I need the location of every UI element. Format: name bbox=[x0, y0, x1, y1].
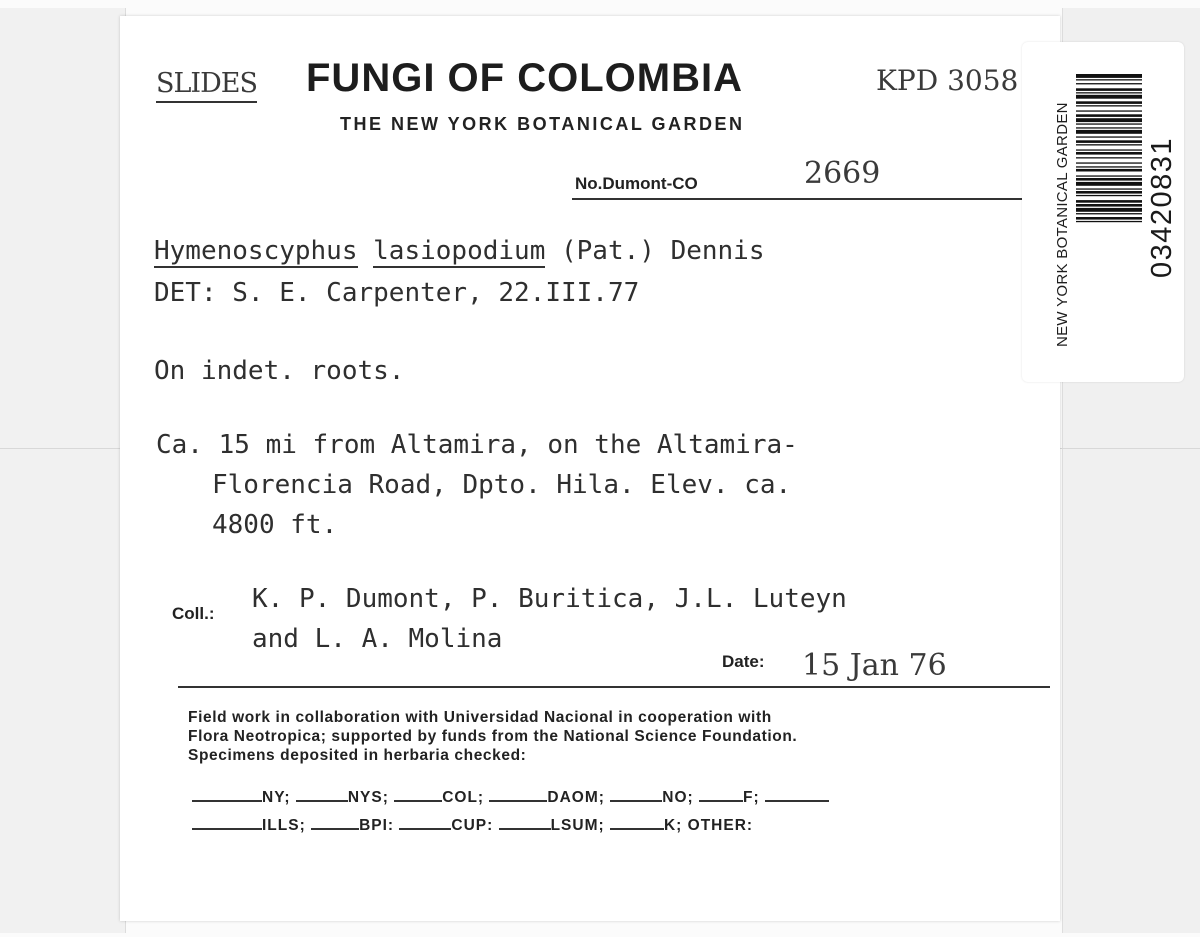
herbarium-f: F; bbox=[743, 789, 760, 806]
footer-line-1: Field work in collaboration with Universidad Nacional in cooperation with bbox=[188, 709, 772, 726]
species-epithet: lasiopodium bbox=[373, 236, 546, 266]
barcode-sticker bbox=[1022, 42, 1184, 382]
packet-left-panel bbox=[0, 8, 126, 933]
locality-line-2: Florencia Road, Dpto. Hila. Elev. ca. bbox=[212, 470, 792, 500]
herbarium-cup: CUP: bbox=[451, 817, 494, 834]
label-title: FUNGI OF COLOMBIA bbox=[306, 56, 743, 100]
date-value: 15 Jan 76 bbox=[802, 648, 947, 683]
herbarium-nys: NYS; bbox=[347, 789, 389, 806]
herbarium-k: K; bbox=[663, 817, 683, 834]
collection-number-value: 2669 bbox=[804, 156, 881, 191]
herbarium-bpi: BPI: bbox=[359, 817, 395, 834]
footer-line-3: Specimens deposited in herbaria checked: bbox=[188, 747, 527, 764]
substrate: On indet. roots. bbox=[154, 356, 405, 386]
herbarium-col: COL; bbox=[442, 789, 485, 806]
footer-line-2: Flora Neotropica; supported by funds from the National Science Foundation. bbox=[188, 728, 798, 745]
date-line bbox=[178, 686, 1050, 688]
barcode-icon bbox=[1076, 74, 1142, 324]
herbarium-ills: ILLS; bbox=[262, 817, 306, 834]
taxon-authority: (Pat.) Dennis bbox=[561, 236, 765, 266]
collection-number-line bbox=[572, 198, 1026, 200]
locality-line-1: Ca. 15 mi from Altamira, on the Altamira- bbox=[156, 430, 798, 460]
herbarium-lsum: LSUM; bbox=[550, 817, 605, 834]
collection-number-label: No.Dumont-CO bbox=[575, 174, 698, 193]
herbarium-no: NO; bbox=[662, 789, 694, 806]
institution-name: THE NEW YORK BOTANICAL GARDEN bbox=[340, 114, 745, 134]
taxon-line bbox=[154, 236, 765, 266]
determination: DET: S. E. Carpenter, 22.III.77 bbox=[154, 278, 640, 308]
herbarium-other: OTHER: bbox=[687, 817, 754, 834]
genus-name: Hymenoscyphus bbox=[154, 236, 358, 266]
slides-mark: SLIDES bbox=[156, 68, 257, 103]
specimen-label bbox=[120, 16, 1060, 921]
barcode-institution: NEW YORK BOTANICAL GARDEN bbox=[1054, 102, 1071, 347]
collectors-label: Coll.: bbox=[172, 604, 215, 623]
collectors-line-1: K. P. Dumont, P. Buritica, J.L. Luteyn bbox=[252, 584, 847, 614]
locality-line-3: 4800 ft. bbox=[212, 510, 338, 540]
herbaria-row-2 bbox=[192, 816, 753, 835]
kpd-number: KPD 3058 bbox=[876, 64, 1019, 97]
herbarium-ny: NY; bbox=[262, 789, 291, 806]
barcode-number: 03420831 bbox=[1146, 136, 1178, 278]
herbaria-row-1 bbox=[192, 788, 829, 807]
date-label: Date: bbox=[722, 652, 765, 671]
herbarium-daom: DAOM; bbox=[547, 789, 605, 806]
collectors-line-2: and L. A. Molina bbox=[252, 624, 503, 654]
